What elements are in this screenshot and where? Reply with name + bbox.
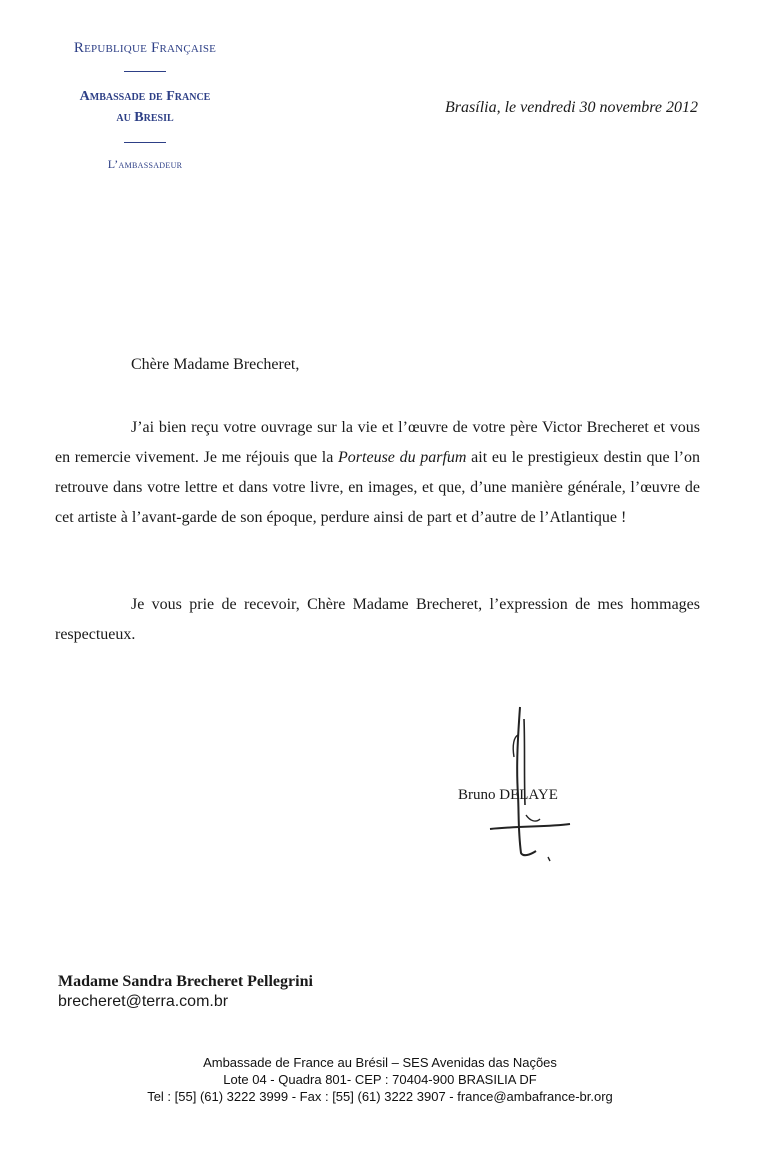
- footer: [60, 1054, 700, 1105]
- footer-address-line-2: Lote 04 - Quadra 801- CEP : 70404-900 BRASILIA DF: [223, 1072, 537, 1087]
- ambassador-heading: L’ambassadeur: [107, 157, 183, 171]
- letter-date: Brasília, le vendredi 30 novembre 2012: [445, 99, 698, 116]
- letterhead: [40, 40, 250, 172]
- embassy-line-2: au Bresil: [116, 110, 174, 125]
- handwritten-signature: [478, 705, 578, 865]
- body-text-part-2: ait eu le prestigieux destin que l’on retrouve dans votre lettre et dans votre livre, en images, et que, d’une manière générale, l’œuvre de cet artiste à l’avant-garde de son époque, perdure ainsi de part et d’autre de l’Atlantique !: [55, 449, 701, 526]
- salutation: Chère Madame Brecheret,: [131, 356, 300, 373]
- signer-name: Bruno DELAYE: [458, 787, 558, 803]
- body-text-part-1: J’ai bien reçu votre ouvrage sur la vie et l’œuvre de votre père Victor Brecheret et vous en remercie vivement. Je me réjouis que la: [55, 419, 700, 466]
- embassy-line-1: Ambassade de France: [79, 89, 211, 104]
- letterhead-divider: [124, 142, 166, 143]
- footer-contact-line: Tel : [55] (61) 3222 3999 - Fax : [55] (61) 3222 3907 - france@ambafrance-br.org: [147, 1089, 613, 1104]
- closing-paragraph: Je vous prie de recevoir, Chère Madame Brecheret, l’expression de mes hommages respectueux.: [55, 596, 700, 643]
- artwork-title: Porteuse du parfum: [338, 449, 467, 466]
- recipient-name: Madame Sandra Brecheret Pellegrini: [58, 973, 313, 990]
- letterhead-divider: [124, 71, 166, 72]
- embassy-heading: [40, 86, 250, 128]
- republic-heading: Republique Française: [73, 40, 217, 56]
- body-paragraph: [55, 413, 700, 533]
- recipient-email: brecheret@terra.com.br: [58, 993, 229, 1010]
- footer-address-line-1: Ambassade de France au Brésil – SES Avenidas das Nações: [203, 1055, 557, 1070]
